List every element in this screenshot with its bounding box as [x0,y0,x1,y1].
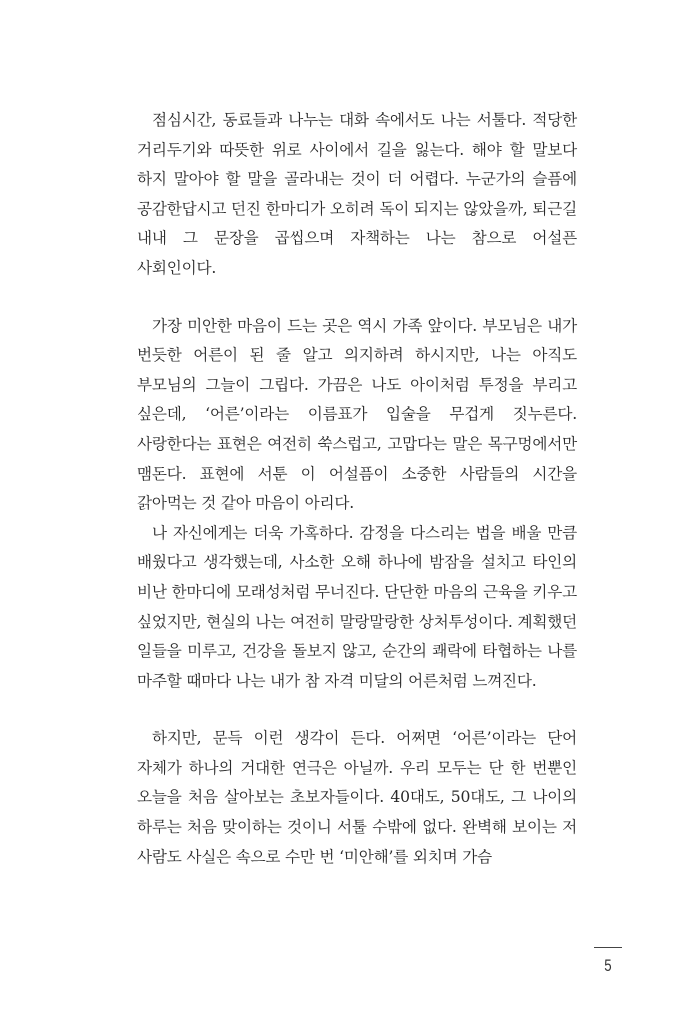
paragraph-self: 나 자신에게는 더욱 가혹하다. 감정을 다스리는 법을 배울 만큼 배웠다고 생각했는데, 사소한 오해 하나에 밤잠을 설치고 타인의 비난 한마디에 모래성처럼 무너진다. 단단한 마음의 근육을 키우고 싶었지만, 현실의 나는 여전히 말랑말랑한 상처투성이다. 계획했던 일들을 미루고, 건강을 돌보지 않고, 순간의 쾌락에 타협하는 나를 마주할 때마다 나는 내가 참 자격 미달의 어른처럼 느껴진다. [137,523,577,690]
footer-rule [594,947,622,948]
paragraph-reflection: 하지만, 문득 이런 생각이 든다. 어쩌면 ‘어른’이라는 단어 자체가 하나의 거대한 연극은 아닐까. 우리 모두는 단 한 번뿐인 오늘을 처음 살아보는 초보자들이다. 40대도, 50대도, 그 나이의 하루는 처음 맞이하는 것이니 서툴 수밖에 없다. 완벽해 보이는 저 사람도 사실은 속으로 수만 번 ‘미안해’를 외치며 가슴 [137,729,577,866]
paragraph-family: 가장 미안한 마음이 드는 곳은 역시 가족 앞이다. 부모님은 내가 번듯한 어른이 된 줄 알고 의지하려 하시지만, 나는 아직도 부모님의 그늘이 그립다. 가끔은 나도 아이처럼 투정을 부리고 싶은데, ‘어른’이라는 이름표가 입술을 무겁게 짓누른다. 사랑한다는 표현은 여전히 쑥스럽고, 고맙다는 말은 목구멍에서만 맴돈다. 표현에 서툰 이 어설픔이 소중한 사람들의 시간을 갉아먹는 것 같아 마음이 아리다. [137,316,577,513]
paragraph-lunchtime: 점심시간, 동료들과 나누는 대화 속에서도 나는 서툴다. 적당한 거리두기와 따뜻한 위로 사이에서 길을 잃는다. 해야 할 말보다 하지 말아야 할 말을 골라내는 것이 더 어렵다. 누군가의 슬픔에 공감한답시고 던진 한마디가 오히려 독이 되지는 않았을까, 퇴근길 내내 그 문장을 곱씹으며 자책하는 나는 참으로 어설픈 사회인이다. [137,111,577,277]
page-number: 5 [604,956,612,975]
body-text [137,106,577,872]
